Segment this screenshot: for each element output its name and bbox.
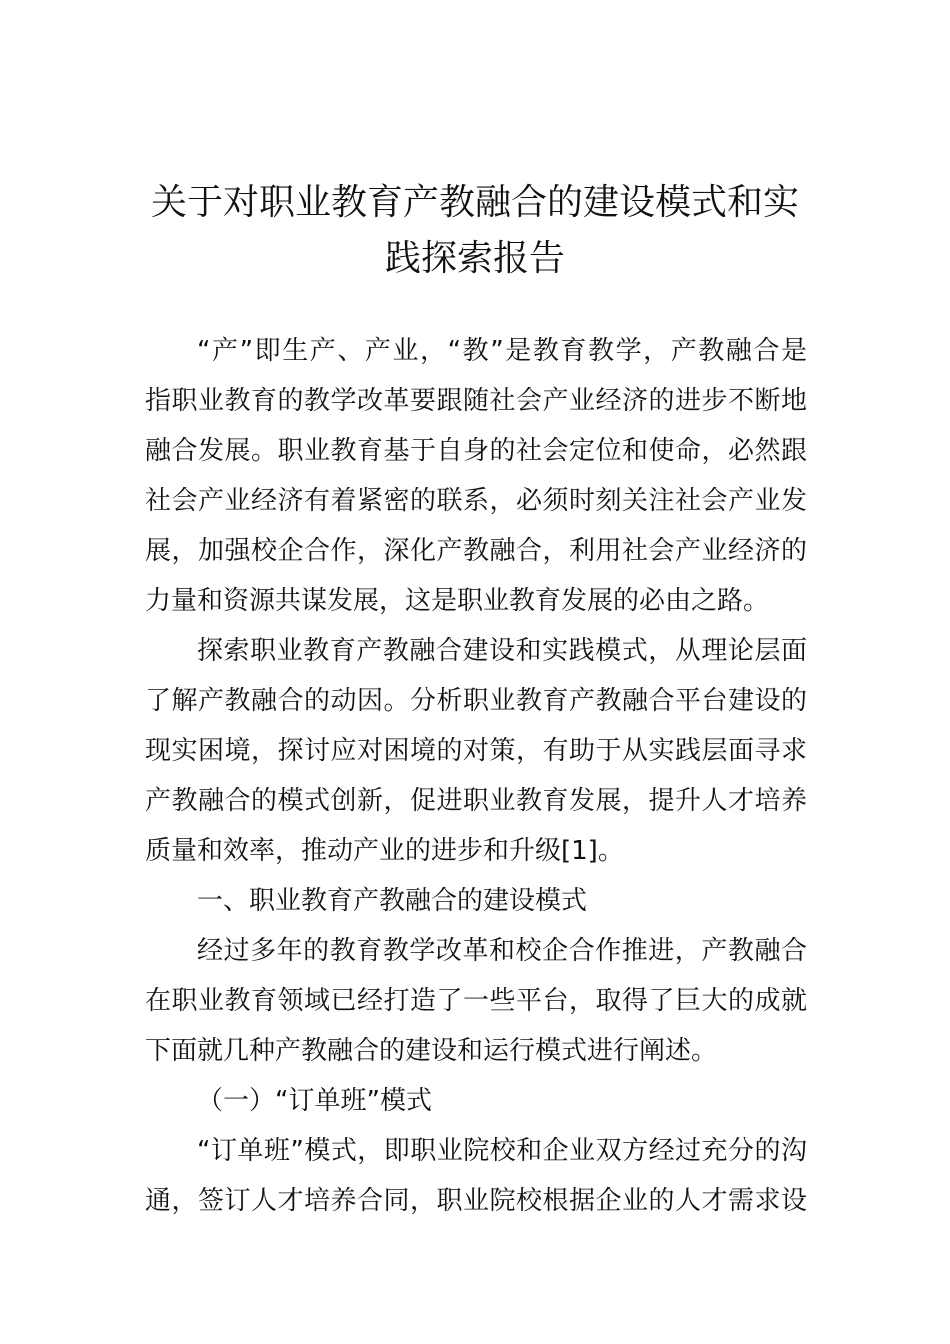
paragraph-line: 现实困境，探讨应对困境的对策，有助于从实践层面寻求: [145, 736, 807, 766]
document-title: [145, 175, 805, 287]
subsection-heading: （一）“订单班”模式: [197, 1086, 432, 1116]
paragraph-line: 经过多年的教育教学改革和校企合作推进，产教融合: [197, 936, 807, 966]
paragraph-line: 了解产教融合的动因。分析职业教育产教融合平台建设的: [145, 686, 807, 716]
paragraph-line: 质量和效率，推动产业的进步和升级[1]。: [145, 836, 624, 866]
paragraph-line: “产”即生产、产业，“教”是教育教学，产教融合是: [197, 336, 807, 366]
paragraph-line: 展，加强校企合作，深化产教融合，利用社会产业经济的: [145, 536, 807, 566]
paragraph-line: 探索职业教育产教融合建设和实践模式，从理论层面: [197, 636, 807, 666]
document-body: [145, 326, 807, 1226]
paragraph-line: 力量和资源共谋发展，这是职业教育发展的必由之路。: [145, 586, 770, 616]
title-line-1: 关于对职业教育产教融合的建设模式和实: [150, 182, 799, 223]
paragraph-line: “订单班”模式，即职业院校和企业双方经过充分的沟: [197, 1136, 807, 1166]
paragraph-line: 产教融合的模式创新，促进职业教育发展，提升人才培养: [145, 786, 807, 816]
paragraph-line: 在职业教育领域已经打造了一些平台，取得了巨大的成就: [145, 986, 807, 1016]
section-heading: 一、职业教育产教融合的建设模式: [197, 886, 588, 916]
paragraph-line: 下面就几种产教融合的建设和运行模式进行阐述。: [145, 1036, 718, 1066]
paragraph-line: 社会产业经济有着紧密的联系，必须时刻关注社会产业发: [145, 486, 807, 516]
title-line-2: 践探索报告: [384, 238, 565, 279]
paragraph-line: 通，签订人才培养合同，职业院校根据企业的人才需求设: [145, 1186, 807, 1216]
paragraph-line: 融合发展。职业教育基于自身的社会定位和使命，必然跟: [145, 436, 807, 466]
paragraph-line: 指职业教育的教学改革要跟随社会产业经济的进步不断地: [145, 386, 807, 416]
